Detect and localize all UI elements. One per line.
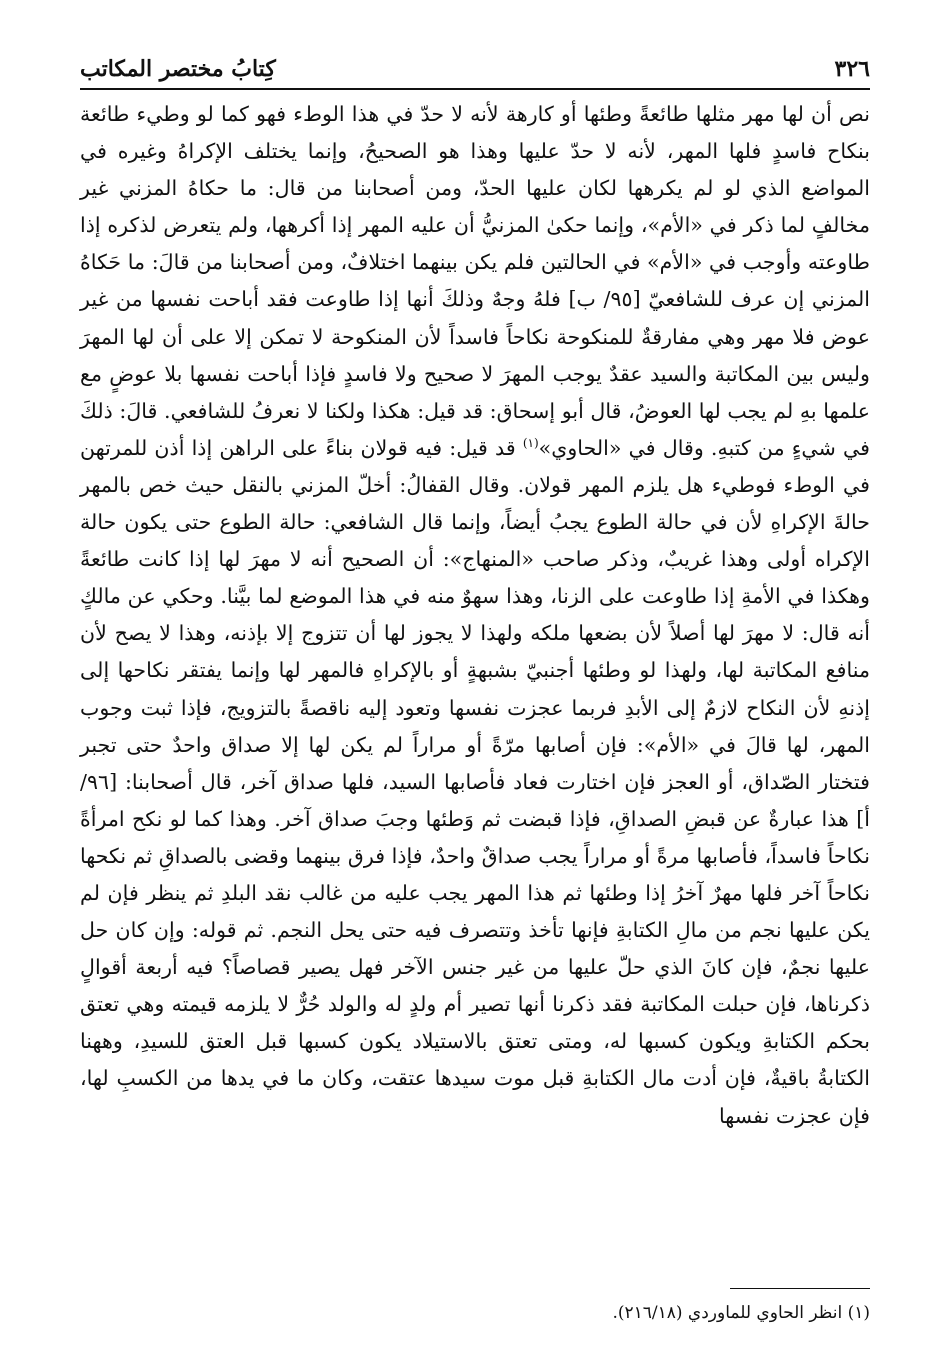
page-number: ٣٢٦ [834, 56, 870, 82]
footnote: (١) انظر الحاوي للماوردي (٢١٦/١٨). [612, 1303, 870, 1323]
running-title: كِتابُ مختصر المكاتب [80, 56, 276, 82]
paragraph-text-part-2: قد قيل: فيه قولان بناءً على الراهن إذا أذن للمرتهن في الوطء فوطيء هل يلزم المهر قولان. وقال القفالُ: أخلّ المزني بالنقل حيث خص بالمهر حالةَ الإكراهِ لأن في حالة الطوع يجبُ أيضاً، وإنما قال الشافعي: حالة الطوع حتى يكون حالة الإكراه أولى وهذا غريبٌ، وذكر صاحب «المنهاج»: أن الصحيح أنه لا مهرَ لها إذا كانت طائعةً وهكذا في الأمةِ إذا طاوعت على الزنا، وهذا سهوٌ منه في هذا الموضع لما بيَّنا. وحكي عن مالكٍ أنه قال: لا مهرَ لها أصلاً لأن بضعها ملكه ولهذا لا يجوز لها أن تتزوج إلا بإذنه، وهذا لا يصح لأن منافع المكاتبة لها، ولهذا لو وطئها أجنبيّ بشبهةٍ أو بالإكراهِ فالمهر لها وإنما يفتقر نكاحها إلى إذنهِ لأن النكاح لازمٌ إلى الأبدِ فربما عجزت نفسها وتعود إليه ناقصةً بالتزويج، فإذا ثبت وجوب المهر، لها قالَ في «الأم»: فإن أصابها مرّةً أو مراراً لم يكن لها إلا صداق واحدٌ حتى تجبر فتختار الصّداق، أو العجز فإن اختارت فعاد فأصابها السيد، فلها صداق آخر، قال أصحابنا: [٩٦/ أ] هذا عبارةٌ عن قبضِ الصداقِ، فإذا قبضت ثم وَطئها وجبَ صداق آخر. وهذا كما لو نكح امرأةً نكاحاً فاسداً، فأصابها مرةً أو مراراً يجب صداقٌ واحدٌ، فإذا فرق بينهما وقضى بالصداقِ ثم نكحها نكاحاً آخر فلها مهرٌ آخرُ إذا وطئها ثم هذا المهر يجب عليه من غالب نقد البلدِ ثم ينظر فإن لم يكن عليها نجم من مالِ الكتابةِ فإنها تأخذ وتتصرف فيه حتى يحل النجم. ثم قوله: وإن كان حل عليها نجمٌ، فإن كانَ الذي حلّ عليها من غير جنس الآخر فهل يصير قصاصاً؟ فيه أربعة أقوالٍ ذكرناها، فإن حبلت المكاتبة فقد ذكرنا أنها تصير أم ولدٍ له والولد حُرٌّ لا يلزمه قيمته وهي تعتق بحكم الكتابةِ ويكون كسبها له، ومتى تعتق بالاستيلاد يكون كسبها قبل العتق للسيدِ، وههنا الكتابةُ باقيةٌ، فإن أدت مال الكتابةِ قبل موت سيدها عتقت، وكان ما في يدها من الكسبِ لها، فإن عجزت نفسها [80, 435, 870, 1128]
paragraph-text-part-1: نص أن لها مهر مثلها طائعةً وطئها أو كارهة لأنه لا حدّ في هذا الوطء فهو كما لو وطيء طائعة بنكاح فاسدٍ فلها المهر، لأنه لا حدّ عليها وهذا هو الصحيحُ، وإنما يختلف الإكراهُ وغيره في المواضع الذي لو لم يكرهها لكان عليها الحدّ، ومن أصحابنا من قال: ما حكاهُ المزني غير مخالفٍ لما ذكر في «الأم»، وإنما حكىٰ المزنيُّ أن عليه المهر إذا أكرهها، ولم يتعرض لذكره إذا طاوعته وأوجب في «الأم» في الحالتين فلم يكن بينهما اختلافٌ، ومن أصحابنا من قالَ: ما حَكاهُ المزني إن عرف للشافعيّ [٩٥/ ب] فلهُ وجهٌ وذلكَ أنها إذا طاوعت فقد أباحت نفسها من غير عوض فلا مهر وهي مفارقةٌ للمنكوحة نكاحاً فاسداً لأن المنكوحة لا تمكن إلا على أن لها المهرَ وليس بين المكاتبة والسيد عقدٌ يوجب المهرَ لا صحيح ولا فاسدٍ فإذا أباحت نفسها بلا عوضٍ مع علمها بهِ لم يجب لها العوضُ، قال أبو إسحاق: قد قيل: هكذا ولكنا لا نعرفُ للشافعي. قالَ: ذلكَ في شيءٍ من كتبهِ. وقال في «الحاوي» [80, 102, 871, 460]
footnote-divider [730, 1288, 870, 1289]
main-paragraph [80, 96, 870, 1135]
document-page [80, 52, 870, 1352]
body-text [80, 96, 870, 1135]
page-header [80, 52, 870, 90]
footnote-reference: (١) [522, 435, 539, 450]
